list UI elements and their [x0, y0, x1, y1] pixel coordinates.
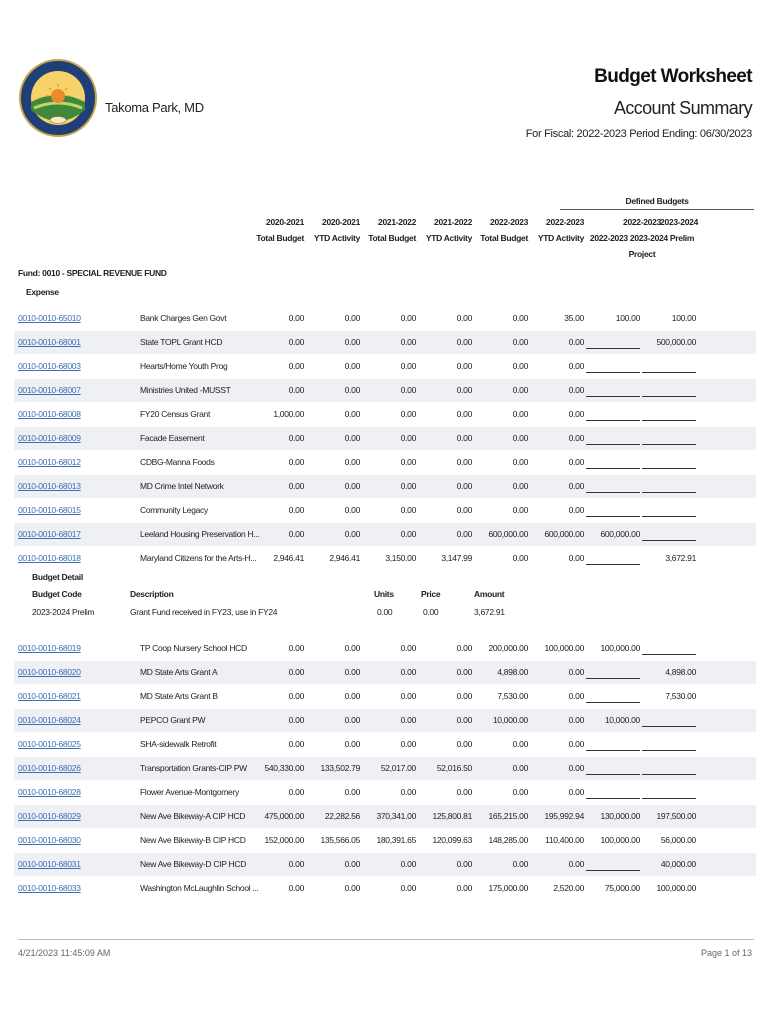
- value-cell: 0.00: [288, 787, 304, 797]
- col-header-5: 2022-2023 Total Budget: [480, 217, 528, 243]
- blank-value: [642, 540, 696, 541]
- account-description: TP Coop Nursery School HCD: [140, 643, 247, 653]
- value-cell: 0.00: [400, 883, 416, 893]
- value-cell: 0.00: [456, 457, 472, 467]
- col-header-2: 2020-2021 YTD Activity: [313, 217, 360, 243]
- value-cell: 0.00: [344, 361, 360, 371]
- value-cell: 0.00: [344, 691, 360, 701]
- value-cell: 0.00: [568, 763, 584, 773]
- col-header-7: 2022-2023 2022-2023 2023-2024 Prelim Project: [589, 217, 695, 259]
- value-cell: 7,530.00: [665, 691, 696, 701]
- defined-budgets-label: Defined Budgets: [560, 196, 754, 210]
- value-cell: 0.00: [344, 337, 360, 347]
- account-description: Community Legacy: [140, 505, 208, 515]
- blank-value: [586, 774, 640, 775]
- account-description: New Ave Bikeway-A CIP HCD: [140, 811, 246, 821]
- budget-detail-heading: Budget Detail: [32, 572, 83, 582]
- blank-value: [642, 468, 696, 469]
- value-cell: 165,215.00: [488, 811, 528, 821]
- value-cell: 540,330.00: [264, 763, 304, 773]
- value-cell: 0.00: [456, 505, 472, 515]
- value-cell: 0.00: [344, 505, 360, 515]
- value-cell: 0.00: [288, 883, 304, 893]
- table-row: [14, 637, 756, 660]
- value-cell: 133,502.79: [320, 763, 360, 773]
- value-cell: 0.00: [288, 667, 304, 677]
- account-number-link[interactable]: 0010-0010-68021: [18, 691, 81, 701]
- value-cell: 0.00: [456, 787, 472, 797]
- value-cell: 0.00: [400, 457, 416, 467]
- value-cell: 0.00: [400, 433, 416, 443]
- price-label: Price: [421, 589, 441, 599]
- blank-value: [642, 516, 696, 517]
- blank-value: [642, 798, 696, 799]
- blank-value: [586, 396, 640, 397]
- value-cell: 0.00: [400, 643, 416, 653]
- value-cell: 56,000.00: [660, 835, 696, 845]
- value-cell: 0.00: [400, 529, 416, 539]
- blank-value: [586, 870, 640, 871]
- value-cell: 0.00: [344, 457, 360, 467]
- value-cell: 22,282.56: [324, 811, 360, 821]
- value-cell: 75,000.00: [604, 883, 640, 893]
- value-cell: 0.00: [344, 787, 360, 797]
- city-seal-logo: [18, 58, 98, 138]
- account-description: SHA-sidewalk Retrofit: [140, 739, 217, 749]
- table-row: [14, 475, 756, 498]
- table-row: [14, 877, 756, 900]
- table-row: [14, 781, 756, 804]
- value-cell: 0.00: [400, 691, 416, 701]
- value-cell: 100,000.00: [600, 835, 640, 845]
- blank-value: [642, 396, 696, 397]
- table-row: [14, 757, 756, 780]
- value-cell: 100,000.00: [656, 883, 696, 893]
- value-cell: 0.00: [512, 505, 528, 515]
- description-label: Description: [130, 589, 174, 599]
- value-cell: 475,000.00: [264, 811, 304, 821]
- value-cell: 100.00: [671, 313, 696, 323]
- value-cell: 0.00: [568, 739, 584, 749]
- blank-value: [586, 372, 640, 373]
- account-number-link[interactable]: 0010-0010-68031: [18, 859, 81, 869]
- account-description: Flower Avenue-Montgomery: [140, 787, 239, 797]
- detail-units: 0.00: [377, 607, 393, 617]
- account-description: MD Crime Intel Network: [140, 481, 224, 491]
- account-number-link[interactable]: 0010-0010-68019: [18, 643, 81, 653]
- account-number-link[interactable]: 0010-0010-68033: [18, 883, 81, 893]
- table-row: [14, 685, 756, 708]
- report-title: Budget Worksheet: [594, 66, 752, 87]
- value-cell: 197,500.00: [656, 811, 696, 821]
- value-cell: 0.00: [512, 457, 528, 467]
- value-cell: 0.00: [288, 715, 304, 725]
- value-cell: 100.00: [615, 313, 640, 323]
- account-number-link[interactable]: 0010-0010-68029: [18, 811, 81, 821]
- value-cell: 500,000.00: [656, 337, 696, 347]
- value-cell: 10,000.00: [604, 715, 640, 725]
- value-cell: 10,000.00: [492, 715, 528, 725]
- value-cell: 100,000.00: [544, 643, 584, 653]
- value-cell: 0.00: [568, 409, 584, 419]
- col-header-3: 2021-2022 Total Budget: [368, 217, 416, 243]
- value-cell: 0.00: [288, 691, 304, 701]
- value-cell: 0.00: [288, 481, 304, 491]
- value-cell: 52,016.50: [436, 763, 472, 773]
- account-number-link[interactable]: 0010-0010-65010: [18, 313, 81, 323]
- account-description: MD State Arts Grant A: [140, 667, 218, 677]
- value-cell: 0.00: [344, 385, 360, 395]
- fiscal-period: For Fiscal: 2022-2023 Period Ending: 06/30/2023: [525, 128, 752, 140]
- blank-value: [586, 678, 640, 679]
- value-cell: 0.00: [288, 337, 304, 347]
- value-cell: 0.00: [512, 481, 528, 491]
- account-number-link[interactable]: 0010-0010-68015: [18, 505, 81, 515]
- value-cell: 0.00: [456, 337, 472, 347]
- value-cell: 0.00: [344, 409, 360, 419]
- blank-value: [642, 654, 696, 655]
- value-cell: 0.00: [456, 883, 472, 893]
- value-cell: 0.00: [344, 859, 360, 869]
- blank-value: [586, 468, 640, 469]
- value-cell: 152,000.00: [264, 835, 304, 845]
- value-cell: 0.00: [400, 409, 416, 419]
- value-cell: 0.00: [344, 433, 360, 443]
- value-cell: 0.00: [400, 313, 416, 323]
- value-cell: 4,898.00: [497, 667, 528, 677]
- table-row: [14, 853, 756, 876]
- table-row: [14, 829, 756, 852]
- units-label: Units: [374, 589, 394, 599]
- expense-label: Expense: [26, 287, 59, 297]
- blank-value: [642, 726, 696, 727]
- table-row: [14, 307, 756, 330]
- table-row: [14, 661, 756, 684]
- blank-value: [642, 420, 696, 421]
- value-cell: 0.00: [512, 553, 528, 563]
- value-cell: 600,000.00: [488, 529, 528, 539]
- col-header-4: 2021-2022 YTD Activity: [425, 217, 472, 243]
- value-cell: 0.00: [512, 385, 528, 395]
- value-cell: 0.00: [288, 739, 304, 749]
- value-cell: 370,341.00: [376, 811, 416, 821]
- fund-label: Fund: 0010 - SPECIAL REVENUE FUND: [18, 268, 167, 278]
- budget-code-value: 2023-2024 Prelim: [32, 607, 95, 617]
- value-cell: 0.00: [288, 457, 304, 467]
- account-number-link[interactable]: 0010-0010-68017: [18, 529, 81, 539]
- value-cell: 0.00: [512, 859, 528, 869]
- value-cell: 0.00: [456, 643, 472, 653]
- account-description: Leeland Housing Preservation H...: [140, 529, 260, 539]
- blank-value: [586, 750, 640, 751]
- value-cell: 0.00: [400, 481, 416, 491]
- value-cell: 135,566.05: [320, 835, 360, 845]
- value-cell: 2,946.41: [273, 553, 304, 563]
- account-description: FY20 Census Grant: [140, 409, 211, 419]
- detail-amount: 3,672.91: [474, 607, 505, 617]
- value-cell: 600,000.00: [544, 529, 584, 539]
- value-cell: 0.00: [456, 433, 472, 443]
- value-cell: 0.00: [456, 481, 472, 491]
- account-description: Bank Charges Gen Govt: [140, 313, 227, 323]
- table-row: [14, 403, 756, 426]
- value-cell: 0.00: [456, 739, 472, 749]
- account-description: New Ave Bikeway-D CIP HCD: [140, 859, 247, 869]
- value-cell: 0.00: [400, 715, 416, 725]
- account-number-link[interactable]: 0010-0010-68018: [18, 553, 81, 563]
- value-cell: 0.00: [568, 553, 584, 563]
- value-cell: 0.00: [456, 385, 472, 395]
- value-cell: 0.00: [344, 739, 360, 749]
- value-cell: 1,000.00: [273, 409, 304, 419]
- value-cell: 4,898.00: [665, 667, 696, 677]
- table-row: [14, 547, 756, 570]
- blank-value: [642, 492, 696, 493]
- table-row: [14, 523, 756, 546]
- value-cell: 0.00: [512, 739, 528, 749]
- value-cell: 0.00: [344, 313, 360, 323]
- value-cell: 0.00: [400, 361, 416, 371]
- value-cell: 7,530.00: [497, 691, 528, 701]
- amount-label: Amount: [474, 589, 505, 599]
- account-description: Washington McLaughlin School ...: [140, 883, 259, 893]
- account-number-link[interactable]: 0010-0010-68007: [18, 385, 81, 395]
- table-row: [14, 451, 756, 474]
- table-row: [14, 709, 756, 732]
- account-number-link[interactable]: 0010-0010-68030: [18, 835, 81, 845]
- value-cell: 0.00: [568, 385, 584, 395]
- footer-page-number: Page 1 of 13: [700, 948, 752, 958]
- account-description: CDBG-Manna Foods: [140, 457, 215, 467]
- detail-description: Grant Fund received in FY23, use in FY24: [130, 607, 278, 617]
- value-cell: 100,000.00: [600, 643, 640, 653]
- account-description: Transportation Grants-CIP PW: [140, 763, 247, 773]
- value-cell: 0.00: [400, 385, 416, 395]
- account-number-link[interactable]: 0010-0010-68020: [18, 667, 81, 677]
- value-cell: 0.00: [568, 787, 584, 797]
- value-cell: 0.00: [456, 667, 472, 677]
- blank-value: [642, 372, 696, 373]
- value-cell: 148,285.00: [488, 835, 528, 845]
- value-cell: 0.00: [400, 739, 416, 749]
- value-cell: 0.00: [400, 667, 416, 677]
- blank-value: [586, 798, 640, 799]
- value-cell: 0.00: [344, 883, 360, 893]
- value-cell: 0.00: [288, 433, 304, 443]
- value-cell: 110,400.00: [545, 835, 584, 845]
- value-cell: 125,800.81: [432, 811, 472, 821]
- value-cell: 0.00: [512, 433, 528, 443]
- value-cell: 180,391.65: [376, 835, 416, 845]
- value-cell: 0.00: [456, 859, 472, 869]
- blank-value: [586, 444, 640, 445]
- col-header-8: 2023-2024: [660, 217, 698, 227]
- report-subtitle: Account Summary: [613, 98, 752, 118]
- value-cell: 0.00: [344, 529, 360, 539]
- account-description: Ministries United -MUSST: [140, 385, 231, 395]
- table-row: [14, 733, 756, 756]
- value-cell: 0.00: [288, 529, 304, 539]
- value-cell: 3,147.99: [441, 553, 472, 563]
- budget-code-label: Budget Code: [32, 589, 82, 599]
- table-row: [14, 427, 756, 450]
- value-cell: 0.00: [288, 361, 304, 371]
- value-cell: 0.00: [456, 691, 472, 701]
- footer-divider: [18, 939, 754, 940]
- account-number-link[interactable]: 0010-0010-68012: [18, 457, 81, 467]
- value-cell: 0.00: [344, 643, 360, 653]
- blank-value: [586, 702, 640, 703]
- value-cell: 2,520.00: [553, 883, 584, 893]
- account-number-link[interactable]: 0010-0010-68025: [18, 739, 81, 749]
- value-cell: 0.00: [568, 859, 584, 869]
- table-row: [14, 499, 756, 522]
- value-cell: 0.00: [512, 361, 528, 371]
- account-description: PEPCO Grant PW: [140, 715, 206, 725]
- value-cell: 2,946.41: [329, 553, 360, 563]
- blank-value: [642, 774, 696, 775]
- value-cell: 130,000.00: [600, 811, 640, 821]
- account-number-link[interactable]: 0010-0010-68001: [18, 337, 81, 347]
- blank-value: [586, 516, 640, 517]
- value-cell: 0.00: [568, 481, 584, 491]
- account-number-link[interactable]: 0010-0010-68026: [18, 763, 81, 773]
- value-cell: 200,000.00: [488, 643, 528, 653]
- value-cell: 0.00: [568, 433, 584, 443]
- value-cell: 0.00: [512, 409, 528, 419]
- value-cell: 175,000.00: [488, 883, 528, 893]
- value-cell: 0.00: [512, 763, 528, 773]
- blank-value: [586, 564, 640, 565]
- value-cell: 0.00: [568, 715, 584, 725]
- table-row: [14, 355, 756, 378]
- account-description: New Ave Bikeway-B CIP HCD: [140, 835, 246, 845]
- blank-value: [642, 750, 696, 751]
- value-cell: 35.00: [564, 313, 584, 323]
- value-cell: 3,150.00: [385, 553, 416, 563]
- table-row: [14, 379, 756, 402]
- value-cell: 0.00: [512, 787, 528, 797]
- value-cell: 0.00: [288, 385, 304, 395]
- value-cell: 0.00: [568, 505, 584, 515]
- account-number-link[interactable]: 0010-0010-68009: [18, 433, 81, 443]
- value-cell: 0.00: [400, 337, 416, 347]
- value-cell: 3,672.91: [665, 553, 696, 563]
- detail-price: 0.00: [423, 607, 439, 617]
- account-number-link[interactable]: 0010-0010-68028: [18, 787, 81, 797]
- value-cell: 0.00: [288, 313, 304, 323]
- col-header-1: 2020-2021 Total Budget: [256, 217, 304, 243]
- footer-timestamp: 4/21/2023 11:45:09 AM: [18, 948, 111, 958]
- value-cell: 0.00: [568, 361, 584, 371]
- value-cell: 0.00: [568, 337, 584, 347]
- value-cell: 0.00: [344, 715, 360, 725]
- value-cell: 0.00: [512, 313, 528, 323]
- account-description: State TOPL Grant HCD: [140, 337, 223, 347]
- value-cell: 0.00: [568, 691, 584, 701]
- account-description: MD State Arts Grant B: [140, 691, 218, 701]
- account-number-link[interactable]: 0010-0010-68003: [18, 361, 81, 371]
- account-number-link[interactable]: 0010-0010-68013: [18, 481, 81, 491]
- value-cell: 0.00: [456, 313, 472, 323]
- blank-value: [586, 348, 640, 349]
- city-name: Takoma Park, MD: [105, 100, 204, 115]
- account-description: Maryland Citizens for the Arts-H...: [140, 553, 257, 563]
- blank-value: [586, 492, 640, 493]
- value-cell: 0.00: [400, 787, 416, 797]
- value-cell: 0.00: [456, 361, 472, 371]
- value-cell: 0.00: [400, 859, 416, 869]
- col-header-6: 2022-2023 YTD Activity: [537, 217, 584, 243]
- value-cell: 40,000.00: [660, 859, 696, 869]
- value-cell: 195,992.94: [544, 811, 584, 821]
- table-row: [14, 331, 756, 354]
- blank-value: [586, 420, 640, 421]
- value-cell: 0.00: [288, 859, 304, 869]
- value-cell: 0.00: [344, 481, 360, 491]
- value-cell: 0.00: [400, 505, 416, 515]
- account-description: Facade Easement: [140, 433, 205, 443]
- blank-value: [642, 444, 696, 445]
- value-cell: 0.00: [568, 457, 584, 467]
- value-cell: 0.00: [344, 667, 360, 677]
- value-cell: 52,017.00: [380, 763, 416, 773]
- value-cell: 600,000.00: [600, 529, 640, 539]
- value-cell: 0.00: [568, 667, 584, 677]
- value-cell: 0.00: [456, 409, 472, 419]
- value-cell: 0.00: [512, 337, 528, 347]
- value-cell: 0.00: [288, 505, 304, 515]
- table-row: [14, 805, 756, 828]
- account-number-link[interactable]: 0010-0010-68008: [18, 409, 81, 419]
- value-cell: 0.00: [456, 715, 472, 725]
- value-cell: 0.00: [456, 529, 472, 539]
- account-description: Hearts/Home Youth Prog: [140, 361, 228, 371]
- value-cell: 0.00: [288, 643, 304, 653]
- account-number-link[interactable]: 0010-0010-68024: [18, 715, 81, 725]
- value-cell: 120,099.63: [432, 835, 472, 845]
